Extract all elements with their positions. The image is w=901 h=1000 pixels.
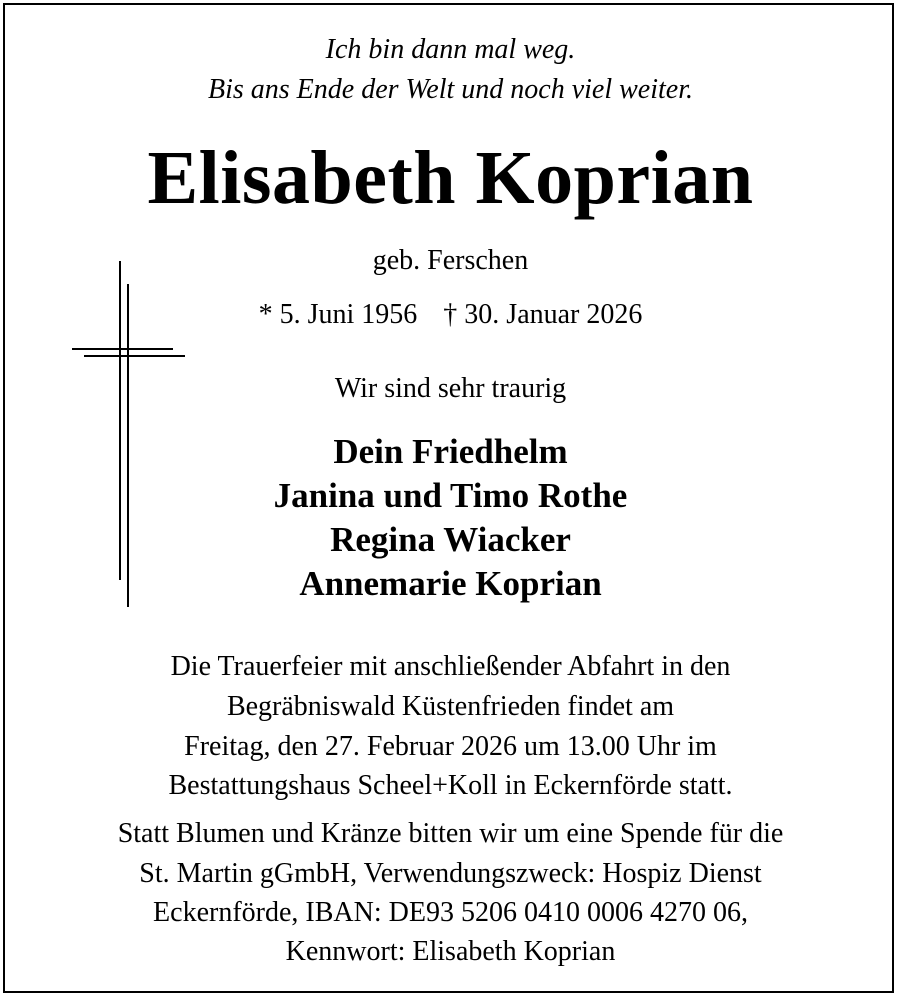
mourners-intro: Wir sind sehr traurig	[334, 373, 567, 404]
motto-line-2: Bis ans Ende der Welt und noch viel weiter.	[208, 74, 693, 105]
donation-line: St. Martin gGmbH, Verwendungszweck: Hospiz Dienst	[139, 858, 762, 889]
mourner-name: Annemarie Koprian	[299, 564, 602, 603]
death-date: † 30. Januar 2026	[443, 299, 643, 330]
ceremony-line: Bestattungshaus Scheel+Koll in Eckernförde statt.	[168, 770, 733, 801]
ceremony-line: Begräbniswald Küstenfrieden findet am	[226, 691, 675, 722]
donation-line: Kennwort: Elisabeth Koprian	[285, 936, 616, 967]
ceremony-line: Die Trauerfeier mit anschließender Abfahrt in den	[170, 651, 731, 682]
mourner-name: Regina Wiacker	[330, 520, 571, 559]
birth-name: geb. Ferschen	[372, 245, 529, 276]
donation-line: Statt Blumen und Kränze bitten wir um eine Spende für die	[117, 818, 784, 849]
deceased-name: Elisabeth Koprian	[147, 136, 754, 220]
donation-line: Eckernförde, IBAN: DE93 5206 0410 0006 4270 06,	[153, 897, 748, 928]
birth-date: * 5. Juni 1956	[258, 299, 418, 330]
life-dates	[0, 298, 901, 332]
ceremony-line: Freitag, den 27. Februar 2026 um 13.00 Uhr im	[184, 731, 717, 762]
mourner-name: Dein Friedhelm	[333, 432, 568, 471]
mourner-name: Janina und Timo Rothe	[273, 476, 628, 515]
motto-line-1: Ich bin dann mal weg.	[325, 34, 576, 65]
